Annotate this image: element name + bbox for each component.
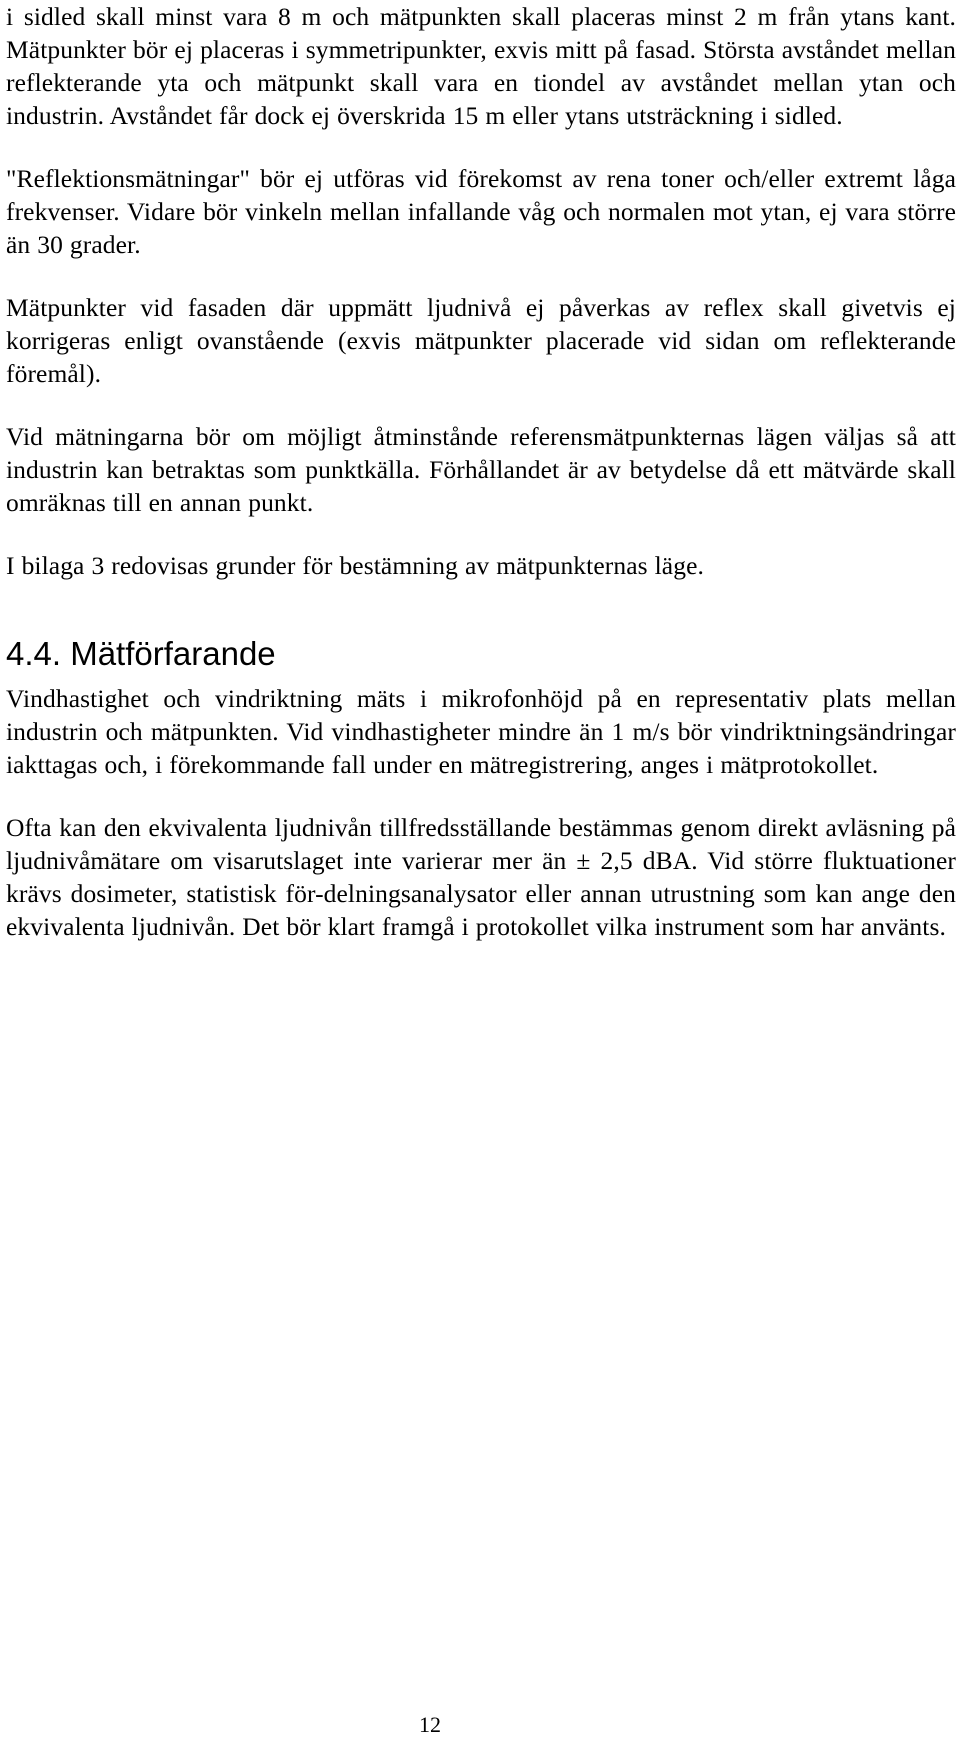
paragraph-reflection-measurements: "Reflektionsmätningar" bör ej utföras vid förekomst av rena toner och/eller extremt låga frekvenser. Vidare bör vinkeln mellan infallande våg och normalen mot ytan, ej vara större än 30 grader.: [6, 164, 956, 259]
paragraph-appendix-reference: I bilaga 3 redovisas grunder för bestämning av mätpunkternas läge.: [6, 551, 704, 580]
paragraph-equivalent-level: Ofta kan den ekvivalenta ljudnivån tillfredsställande bestämmas genom direkt avläsning på ljudnivåmätare om visarutslaget inte varierar mer än ± 2,5 dBA. Vid större fluktuationer krävs dosimeter, statistisk för-delningsanalysator eller annan utrustning som kan ange den ekvivalenta ljudnivån. Det bör klart framgå i protokollet vilka instrument som har använts.: [6, 813, 956, 941]
paragraph-measurement-distance: i sidled skall minst vara 8 m och mätpunkten skall placeras minst 2 m från ytans kant. Mätpunkter bör ej placeras i symmetripunkter, exvis mitt på fasad. Största avståndet mellan reflekterande yta och mätpunkt skall vara en tiondel av avståndet mellan ytan och industrin. Avståndet får dock ej överskrida 15 m eller ytans utsträckning i sidled.: [6, 2, 956, 130]
page-content: [6, 0, 956, 943]
section-heading: 4.4. Mätförfarande: [6, 635, 276, 672]
paragraph-wind-measurement: Vindhastighet och vindriktning mäts i mikrofonhöjd på en representativ plats mellan industrin och mätpunkten. Vid vindhastigheter mindre än 1 m/s bör vindriktningsändringar iakttagas och, i förekommande fall under en mätregistrering, anges i mätprotokollet.: [6, 684, 956, 779]
page-number: 12: [419, 1712, 441, 1737]
paragraph-facade-points: Mätpunkter vid fasaden där uppmätt ljudnivå ej påverkas av reflex skall givetvis ej korrigeras enligt ovanstående (exvis mätpunkter placerade vid sidan om reflekterande föremål).: [6, 293, 956, 388]
paragraph-reference-points: Vid mätningarna bör om möjligt åtminstånde referensmätpunkternas lägen väljas så att industrin kan betraktas som punktkälla. Förhållandet är av betydelse då ett mätvärde skall omräknas till en annan punkt.: [6, 422, 956, 517]
